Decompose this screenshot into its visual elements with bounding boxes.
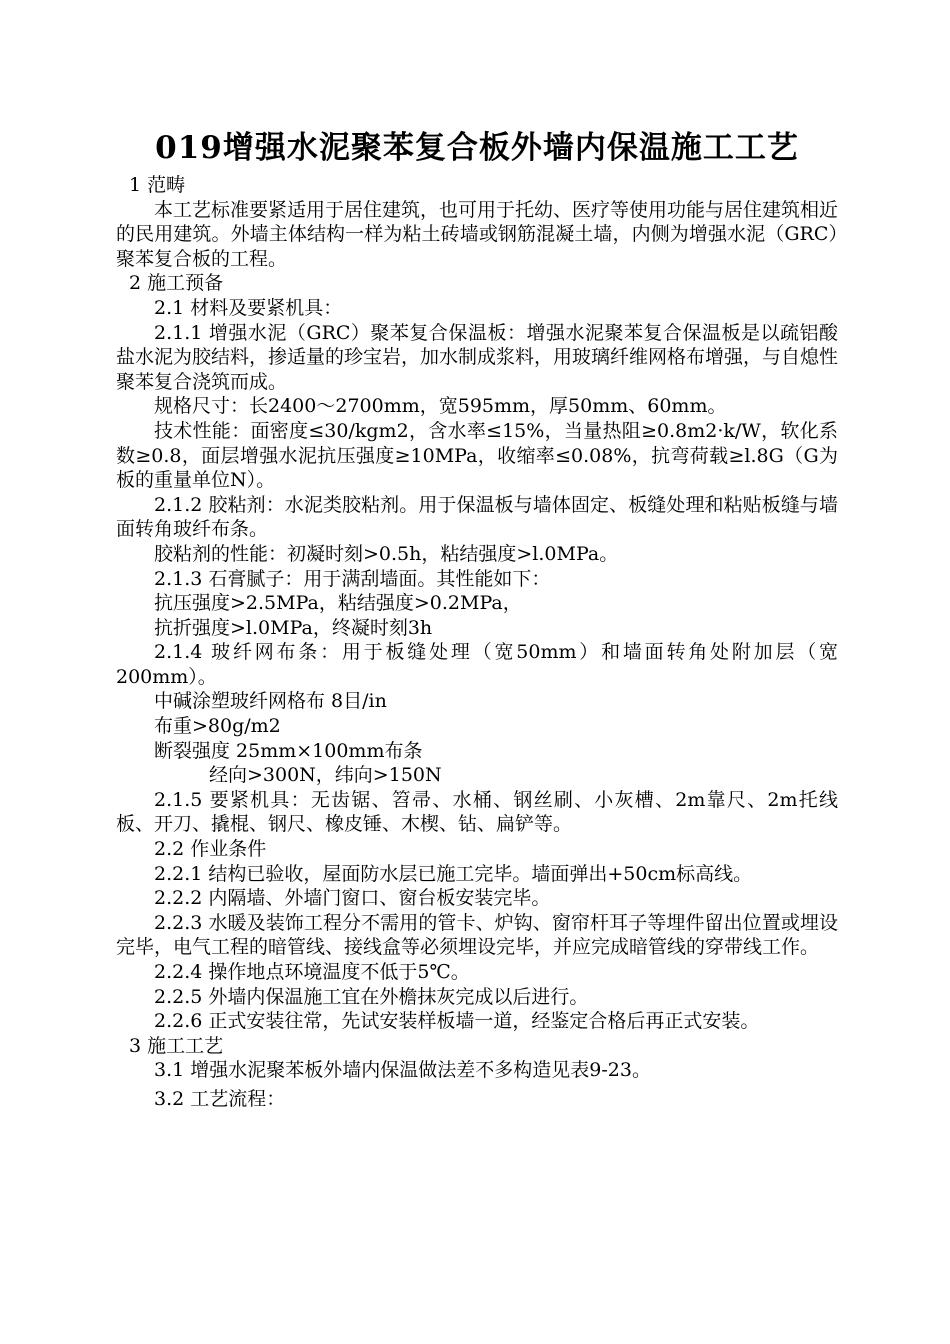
paragraph-compressive-strength: 抗压强度>2.5MPa，粘结强度>0.2MPa， (154, 592, 522, 615)
paragraph-2-1-4: 2.1.4 玻纤网布条：用于板缝处理（宽50mm）和墙面转角处附加层（宽200mm）。 (116, 641, 838, 688)
paragraph-2-1-3: 2.1.3 石膏腻子：用于满刮墙面。其性能如下： (154, 567, 551, 590)
paragraph-2-2-1: 2.2.1 结构已验收，屋面防水层已施工完毕。墙面弹出+50cm标高线。 (154, 862, 753, 885)
paragraph-2-1-5: 2.1.5 要紧机具：无齿锯、笤帚、水桶、钢丝刷、小灰槽、2m靠尺、2m托线板、开刀、撬棍、钢尺、橡皮锤、木楔、钻、扁铲等。 (116, 788, 838, 836)
paragraph-3-1: 3.1 增强水泥聚苯板外墙内保温做法差不多构造见表9-23。 (154, 1059, 651, 1082)
paragraph-mesh-weight: 布重>80g/m2 (154, 715, 281, 738)
paragraph-breaking-strength: 断裂强度 25mm×100mm布条 (154, 739, 423, 762)
subsection-heading-2-2: 2.2 作业条件 (154, 838, 267, 861)
paragraph-2-1-2: 2.1.2 胶粘剂：水泥类胶粘剂。用于保温板与墙体固定、板缝处理和粘贴板缝与墙面转角玻纤布条。 (116, 493, 838, 541)
subsection-heading-2-1: 2.1 材料及要紧机具： (154, 296, 343, 319)
paragraph-2-2-5: 2.2.5 外墙内保温施工宜在外檐抹灰完成以后进行。 (154, 985, 589, 1008)
paragraph-2-2-6: 2.2.6 正式安装往常，先试安装样板墙一道，经鉴定合格后再正式安装。 (154, 1010, 760, 1033)
paragraph-2-1-1: 2.1.1 增强水泥（GRC）聚苯复合保温板：增强水泥聚苯复合保温板是以疏铝酸盐水泥为胶结料，掺适量的珍宝岩，加水制成浆料，用玻璃纤维网格布增强，与自熄性聚苯复合浇筑而成。 (116, 321, 839, 393)
section-heading-2: 2 施工预备 (129, 272, 224, 295)
section-heading-3: 3 施工工艺 (129, 1034, 224, 1057)
paragraph-2-2-2: 2.2.2 内隔墙、外墙门窗口、窗台板安装完毕。 (154, 887, 551, 910)
document-page (116, 128, 838, 1112)
document-title: 019增强水泥聚苯复合板外墙内保温施工工艺 (155, 130, 799, 166)
paragraph-2-2-4: 2.2.4 操作地点环境温度不低于5℃。 (154, 961, 470, 983)
paragraph-tech-performance: 技术性能：面密度≤30/kgm2，含水率≤15%，当量热阻≥0.8m2·k/W，软化系数≥0.8，面层增强水泥抗压强度≥10MPa，收缩率≤0.08%，抗弯荷载≥l.8G（G为板的重量单位N）。 (116, 419, 838, 492)
paragraph-spec-size: 规格尺寸：长2400～2700mm，宽595mm，厚50mm、60mm。 (154, 395, 727, 418)
paragraph-adhesive-performance: 胶粘剂的性能：初凝时刻>0.5h，粘结强度>l.0MPa。 (154, 542, 619, 565)
paragraph-3-2: 3.2 工艺流程： (154, 1087, 286, 1110)
paragraph-warp-weft: 经向>300N，纬向>150N (209, 764, 442, 787)
paragraph-mesh-type: 中碱涂塑玻纤网格布 8目/in (154, 690, 387, 713)
paragraph-scope: 本工艺标准要紧适用于居住建筑，也可用于托幼、医疗等使用功能与居住建筑相近的民用建筑。外墙主体结构一样为粘土砖墙或钢筋混凝土墙，内侧为增强水泥（GRC）聚苯复合板的工程。 (116, 198, 839, 270)
paragraph-2-2-3: 2.2.3 水暖及装饰工程分不需用的管卡、炉钩、窗帘杆耳子等埋件留出位置或埋设完毕，电气工程的暗管线、接线盒等必须埋设完毕，并应完成暗管线的穿带线工作。 (116, 911, 838, 959)
paragraph-flexural-strength: 抗折强度>l.0MPa，终凝时刻3h (154, 616, 433, 639)
section-heading-1: 1 范畴 (129, 174, 186, 196)
